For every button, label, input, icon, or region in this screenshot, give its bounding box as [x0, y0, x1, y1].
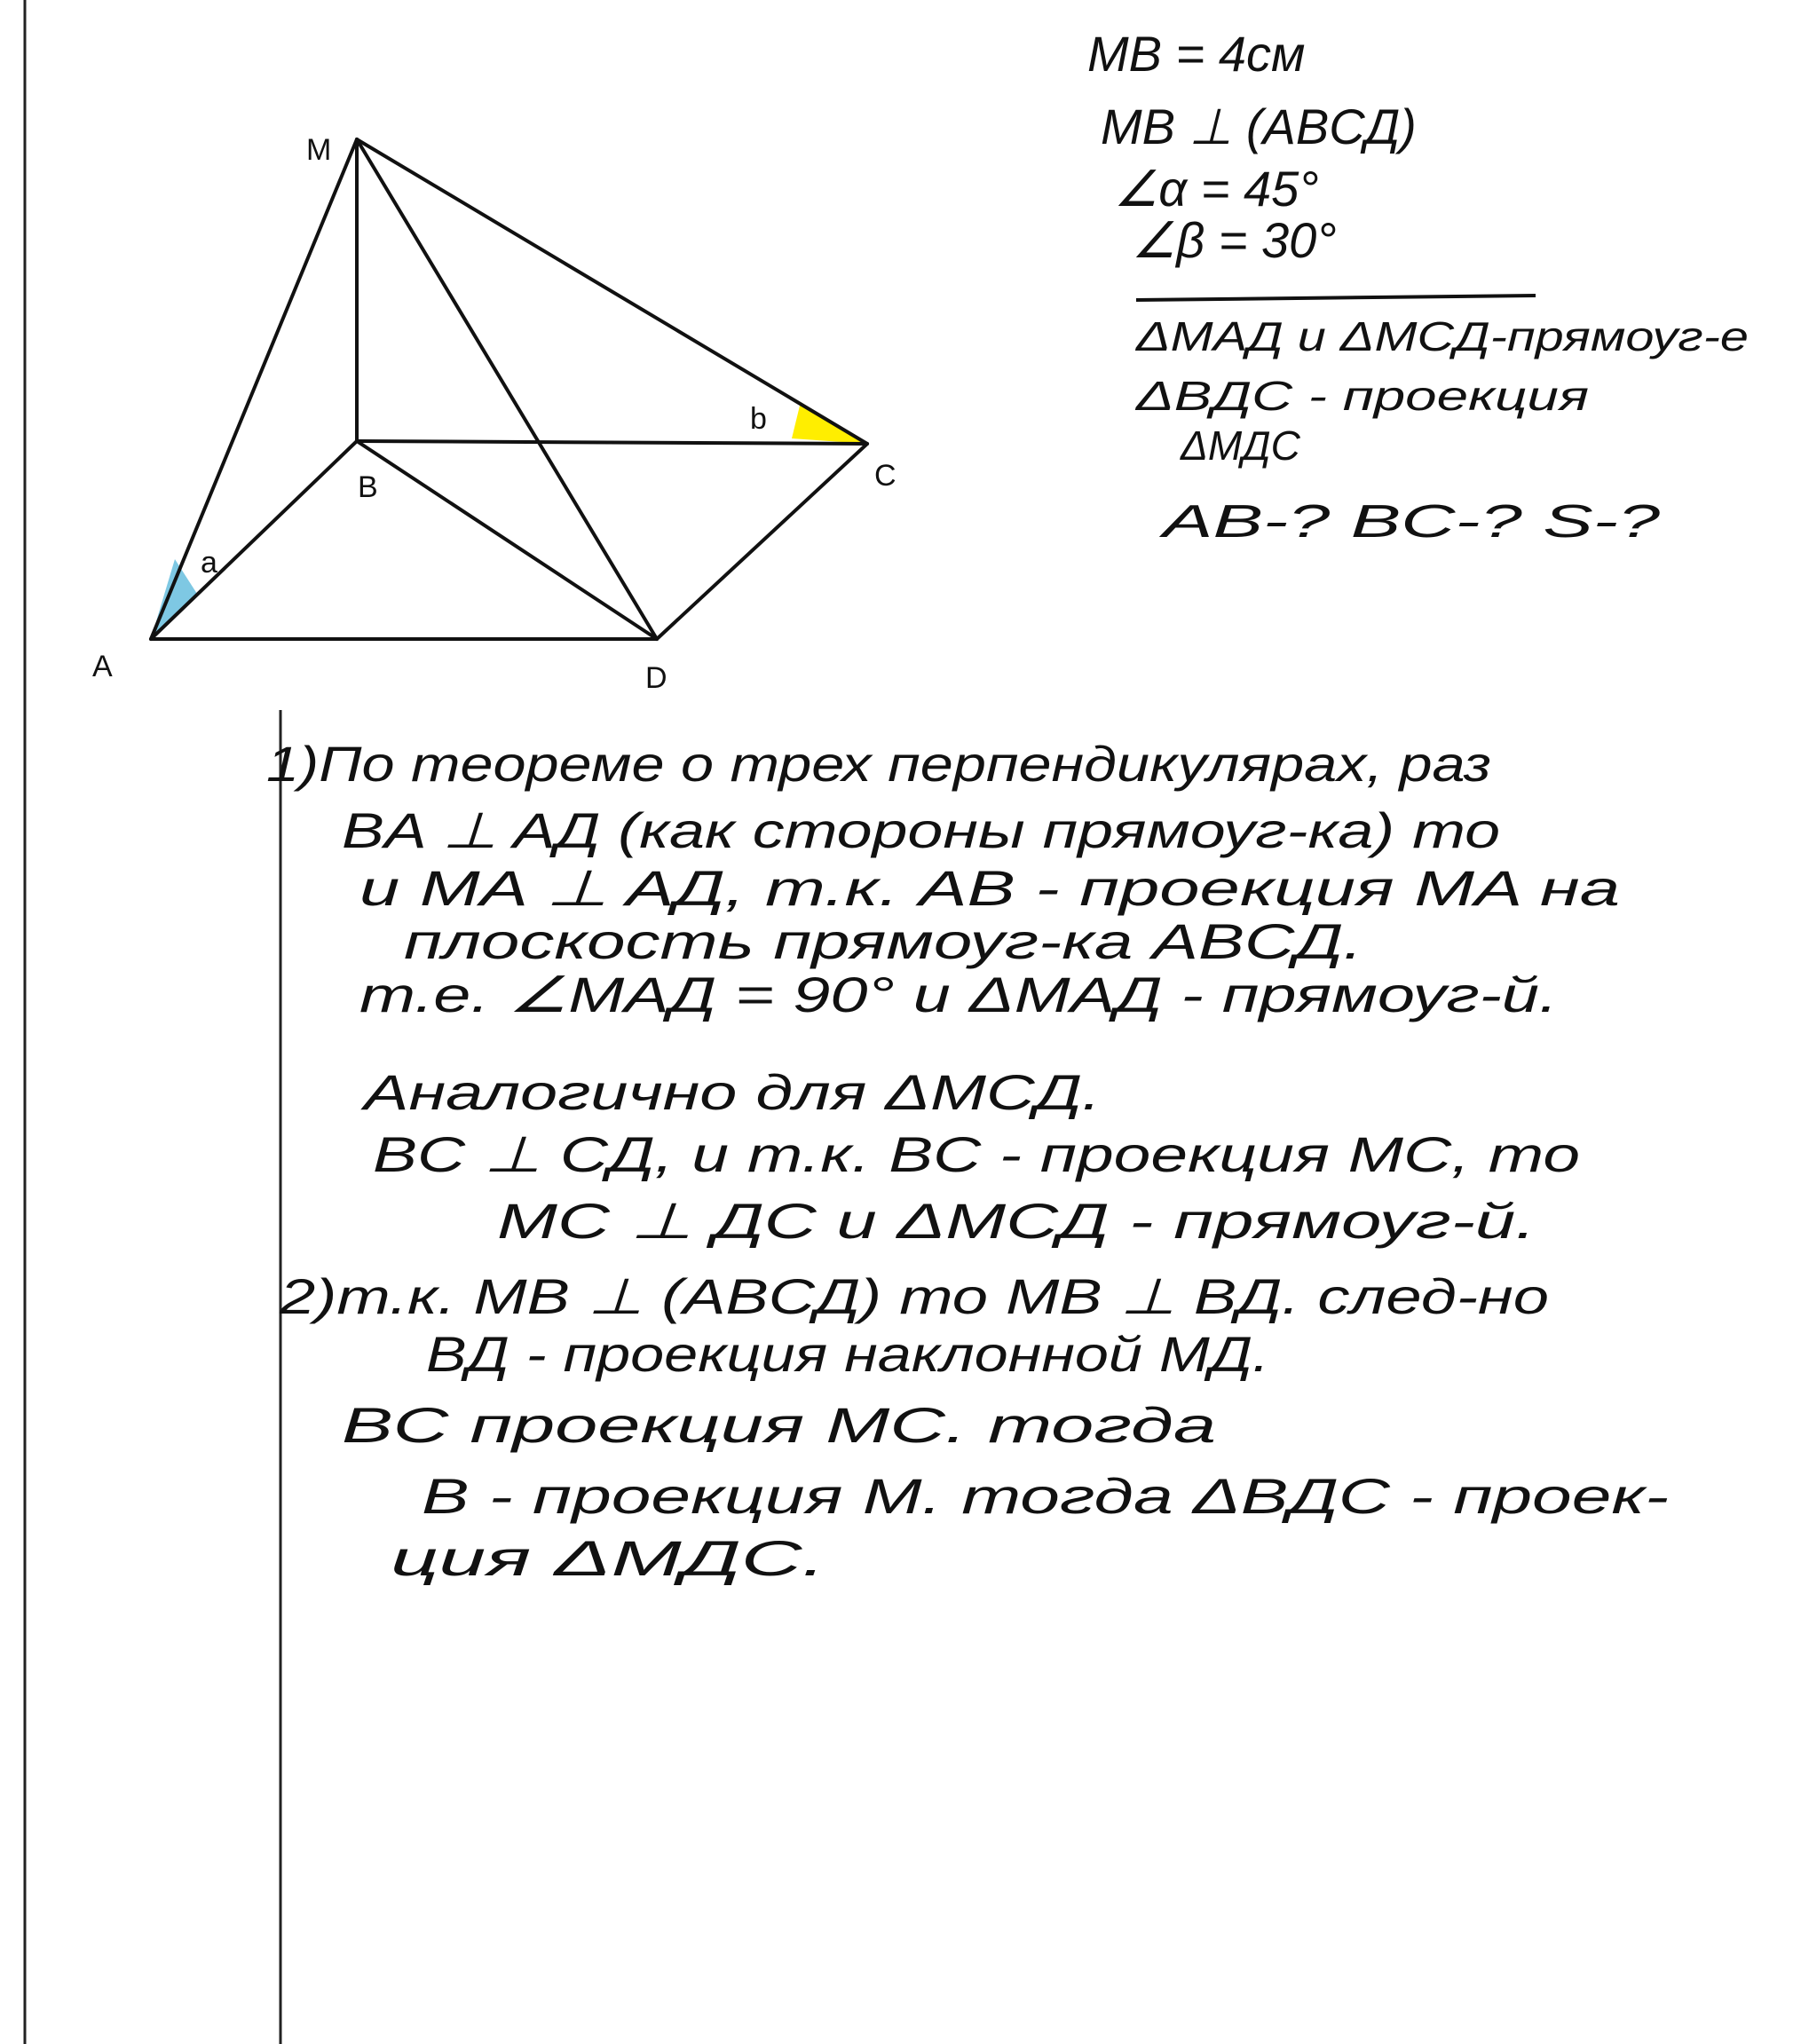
pyramid-diagram	[151, 139, 867, 639]
find-line: AB-? BC-? S-?	[1158, 496, 1661, 548]
solution-line: BД - проекция наклонной MД.	[426, 1326, 1269, 1382]
solution-line: Аналогично для ΔMCД.	[359, 1064, 1101, 1120]
find-line: ΔMAД и ΔMCД-прямоуг-е	[1134, 313, 1749, 359]
find-line: ΔBДC - проекция	[1134, 373, 1589, 419]
angle-label-a: a	[201, 546, 217, 580]
edge-BD	[357, 441, 657, 639]
solution-line: B - проекция M. тогда ΔBДC - проек-	[422, 1468, 1669, 1524]
solution-line: ция ΔMДC.	[391, 1530, 825, 1586]
solution-line: т.е. ∠MAД = 90° и ΔMAД - прямоуг-й.	[359, 967, 1558, 1022]
given-line: ∠β = 30°	[1132, 212, 1337, 268]
edge-MD	[357, 139, 657, 639]
solution-line: 1)По теореме о трех перпендикулярах, раз	[266, 736, 1491, 792]
edge-CD	[657, 444, 867, 639]
given-divider	[1136, 296, 1536, 300]
angle-label-b: b	[750, 402, 767, 436]
point-label-A: A	[92, 650, 113, 683]
solution-line: BA ⊥ AД (как стороны прямоуг-ка) то	[342, 802, 1500, 858]
given-block	[1087, 26, 1417, 268]
solution-line: BC ⊥ CД, и т.к. BC - проекция MC, то	[373, 1126, 1580, 1182]
point-label-B: B	[358, 470, 378, 504]
find-line: ΔMДC	[1181, 422, 1300, 469]
edge-BC	[357, 441, 867, 444]
solution-line: плоскость прямоуг-ка ABCД.	[404, 913, 1363, 969]
point-label-D: D	[645, 661, 667, 695]
edge-AB	[151, 441, 357, 639]
solution-line: BC проекция MC. тогда	[342, 1397, 1216, 1453]
solution-block	[266, 736, 1669, 1586]
solution-line: 2)т.к. MB ⊥ (ABCД) то MB ⊥ BД. след-но	[278, 1268, 1550, 1324]
given-line: MB ⊥ (ABCД)	[1101, 99, 1417, 154]
point-label-M: M	[306, 133, 332, 167]
point-label-C: C	[874, 459, 896, 493]
edge-MC	[357, 139, 867, 444]
find-block	[1135, 313, 1749, 548]
given-line: MB = 4см	[1087, 26, 1306, 82]
solution-line: и MA ⊥ AД, т.к. AB - проекция MA на	[359, 860, 1620, 916]
solution-line: MC ⊥ ДC и ΔMCД - прямоуг-й.	[497, 1193, 1536, 1249]
edge-MA	[151, 139, 357, 639]
given-line: ∠α = 45°	[1114, 161, 1319, 217]
